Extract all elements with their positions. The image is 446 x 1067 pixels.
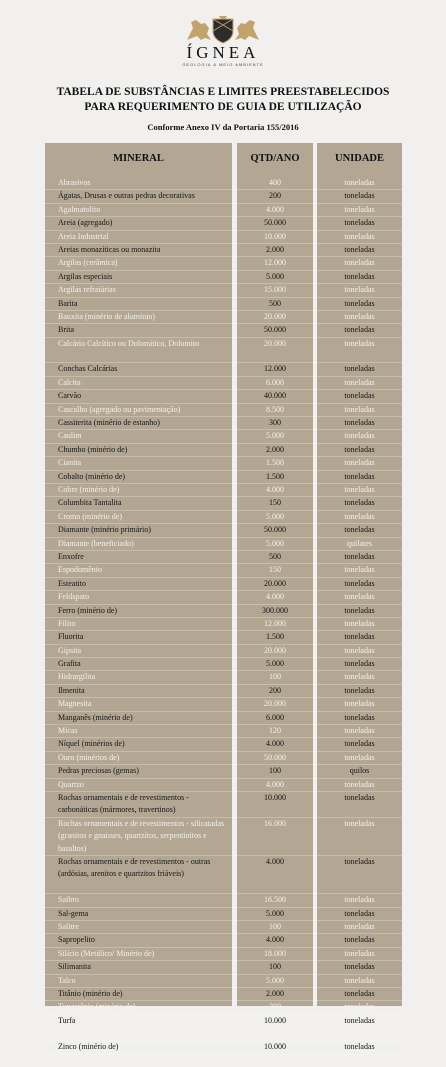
header-unidade: UNIDADE	[334, 153, 384, 164]
cell-qtd: 120	[269, 726, 281, 736]
cell-qtd: 1.500	[266, 458, 284, 468]
cell-mineral: Silício (Metálico/ Minério de)	[58, 948, 155, 958]
table-row	[45, 510, 402, 523]
cell-qtd: 10.000	[264, 231, 286, 241]
table-row	[45, 737, 402, 750]
cell-mineral: Espodumênio	[58, 565, 102, 575]
cell-unidade: toneladas	[344, 298, 375, 308]
cell-qtd: 50.000	[264, 218, 286, 228]
cell-mineral: Areia (agregado)	[58, 218, 113, 228]
cell-mineral: Sapropelito	[58, 935, 95, 945]
cell-qtd: 2.000	[266, 244, 284, 254]
cell-qtd: 100	[269, 1029, 281, 1039]
cell-mineral: Ilmenita	[58, 685, 85, 695]
cell-qtd: 300	[269, 418, 281, 428]
cell-unidade: toneladas	[344, 498, 375, 508]
cell-mineral: Calcário Calcítico ou Dolomítico, Dolomito	[58, 338, 200, 348]
cell-mineral: Vanádio (minério de)	[58, 1029, 126, 1039]
cell-mineral: Tungstênio (minério de)	[58, 1002, 136, 1012]
cell-unidade: toneladas	[344, 471, 375, 481]
page-subtitle: Conforme Anexo IV da Portaria 155/2016	[147, 122, 299, 132]
cell-mineral: Saibro	[58, 895, 79, 905]
cell-unidade: toneladas	[344, 404, 375, 414]
table-row	[45, 310, 402, 323]
cell-unidade: toneladas	[344, 739, 375, 749]
table-row	[45, 456, 402, 469]
page-title-line-1: TABELA DE SUBSTÂNCIAS E LIMITES PREESTABELECIDOS	[56, 86, 390, 98]
table-row	[45, 483, 402, 496]
cell-mineral: Barita	[58, 298, 78, 308]
page-title-line-2: PARA REQUERIMENTO DE GUIA DE UTILIZAÇÃO	[84, 101, 362, 113]
table-row	[45, 893, 402, 906]
cell-unidade: toneladas	[344, 1015, 375, 1025]
cell-qtd: 5.000	[266, 975, 284, 985]
cell-qtd: 5.000	[266, 908, 284, 918]
cell-mineral: Fluorita	[58, 632, 84, 642]
table-row	[45, 724, 402, 737]
cell-unidade: quilates	[347, 538, 372, 548]
table-row	[45, 389, 402, 402]
table-row	[45, 563, 402, 576]
table-row	[45, 630, 402, 643]
cell-mineral: Cascalho (agregado ou pavimentação)	[58, 404, 181, 414]
cell-mineral: Feldspato	[58, 592, 90, 602]
table-row	[45, 416, 402, 429]
cell-mineral: Argilas especiais	[58, 271, 113, 281]
cell-mineral: Cromo (minério de)	[58, 511, 122, 521]
table-row	[45, 974, 402, 987]
table-row	[45, 403, 402, 416]
cell-unidade: toneladas	[344, 418, 375, 428]
table-row	[45, 429, 402, 442]
cell-unidade: toneladas	[344, 752, 375, 762]
table-row	[45, 577, 402, 590]
table-row	[45, 523, 402, 536]
cell-qtd: 12.000	[264, 364, 286, 374]
cell-unidade: toneladas	[344, 191, 375, 201]
cell-unidade: toneladas	[344, 935, 375, 945]
table-row	[45, 297, 402, 310]
cell-unidade: toneladas	[344, 779, 375, 789]
table-row	[45, 177, 402, 189]
cell-unidade: toneladas	[344, 525, 375, 535]
table-row	[45, 283, 402, 296]
cell-qtd: 50.000	[264, 752, 286, 762]
cell-qtd: 4.000	[266, 592, 284, 602]
table-row	[45, 711, 402, 724]
cell-qtd: 4.000	[266, 856, 284, 866]
cell-qtd: 200	[269, 191, 281, 201]
cell-unidade: toneladas	[344, 895, 375, 905]
cell-unidade: toneladas	[344, 364, 375, 374]
cell-qtd: 20.000	[264, 699, 286, 709]
cell-unidade: toneladas	[344, 578, 375, 588]
cell-qtd: 100	[269, 672, 281, 682]
cell-mineral: Rochas ornamentais e de revestimentos - silicatadas (granitos e gnaisses, quartzitos, serpentinitos e basaltos)	[58, 818, 225, 853]
cell-qtd: 18.000	[264, 948, 286, 958]
cell-unidade: toneladas	[344, 1042, 375, 1052]
cell-qtd: 300.000	[262, 605, 288, 615]
header-qtd-ano: QTD/ANO	[250, 153, 300, 164]
table-row	[45, 670, 402, 683]
cell-qtd: 150	[269, 498, 281, 508]
cell-unidade: toneladas	[344, 605, 375, 615]
brand-name: ÍGNEA	[186, 43, 260, 62]
cell-unidade: toneladas	[344, 218, 375, 228]
table-row	[45, 644, 402, 657]
cell-qtd: 300	[269, 1002, 281, 1012]
table-row	[45, 751, 402, 764]
table-row	[45, 960, 402, 973]
table-row	[45, 947, 402, 960]
cell-mineral: Gipsita	[58, 645, 82, 655]
cell-qtd: 200	[269, 685, 281, 695]
cell-mineral: Zinco (minério de)	[58, 1042, 119, 1052]
cell-mineral: Caulim	[58, 431, 82, 441]
table-row	[45, 270, 402, 283]
cell-mineral: Calcita	[58, 377, 81, 387]
cell-qtd: 12.000	[264, 618, 286, 628]
table-row	[45, 1027, 402, 1040]
cell-qtd: 2.000	[266, 444, 284, 454]
table-row	[45, 604, 402, 617]
table-row	[45, 189, 402, 202]
cell-qtd: 5.000	[266, 511, 284, 521]
cell-qtd: 100	[269, 921, 281, 931]
cell-qtd: 4.000	[266, 485, 284, 494]
cell-mineral: Talco	[58, 975, 76, 985]
cell-qtd: 150	[269, 565, 281, 575]
table-row	[45, 657, 402, 670]
cell-mineral: Pedras preciosas (gemas)	[58, 766, 139, 776]
table-row	[45, 1054, 402, 1067]
cell-unidade: toneladas	[344, 391, 375, 401]
cell-qtd: 1.500	[266, 471, 284, 481]
cell-unidade: toneladas	[344, 511, 375, 521]
cell-unidade: toneladas	[344, 271, 375, 281]
cell-unidade: toneladas	[344, 685, 375, 695]
cell-mineral: Esteatito	[58, 578, 86, 588]
cell-qtd: 6.000	[266, 377, 284, 387]
cell-mineral: Enxofre	[58, 551, 84, 561]
cell-unidade: toneladas	[344, 244, 375, 254]
cell-mineral: Níquel (minérios de)	[58, 739, 125, 749]
cell-mineral: Agalmatolito	[58, 204, 101, 214]
table-row	[45, 203, 402, 216]
cell-qtd: 4.000	[266, 739, 284, 749]
cell-qtd: 4.000	[266, 204, 284, 214]
table-row	[45, 817, 402, 855]
table-row	[45, 933, 402, 946]
cell-unidade: toneladas	[344, 204, 375, 214]
cell-qtd: 20.000	[264, 338, 286, 348]
logo	[0, 14, 446, 68]
cell-mineral: Hidrargilita	[58, 672, 96, 682]
cell-mineral: Areia Industrial	[58, 231, 109, 241]
page-title	[0, 85, 446, 115]
cell-mineral: Diamante (beneficiado)	[58, 538, 134, 548]
cell-qtd: 1.500	[266, 632, 284, 642]
cell-unidade: toneladas	[344, 377, 375, 387]
cell-mineral: Chumbo (minério de)	[58, 444, 128, 454]
cell-mineral: Abrasivos	[58, 178, 91, 187]
table-row	[45, 590, 402, 603]
cell-mineral: Rochas ornamentais e de revestimentos - outras (ardósias, arenitos e quartzitos friáveis)	[58, 856, 211, 879]
cell-unidade: toneladas	[344, 311, 375, 321]
cell-mineral: Micas	[58, 726, 78, 736]
cell-qtd: 12.000	[264, 258, 286, 268]
table-row	[45, 697, 402, 710]
cell-unidade: toneladas	[344, 962, 375, 972]
cell-qtd: 20.000	[264, 645, 286, 655]
cell-qtd: 300	[269, 1055, 281, 1065]
cell-qtd: 2.000	[266, 988, 284, 998]
cell-unidade: toneladas	[344, 818, 375, 828]
cell-unidade: toneladas	[344, 632, 375, 642]
cell-qtd: 100	[269, 962, 281, 972]
cell-unidade: toneladas	[344, 948, 375, 958]
cell-mineral: Ouro (minérios de)	[58, 752, 120, 762]
cell-unidade: toneladas	[344, 325, 375, 335]
cell-mineral: Salitre	[58, 921, 79, 931]
table-row	[45, 230, 402, 243]
cell-mineral: Sal-gema	[58, 908, 89, 918]
table-row	[45, 550, 402, 563]
cell-unidade: toneladas	[344, 178, 375, 187]
cell-unidade: toneladas	[344, 338, 375, 348]
cell-qtd: 16.000	[264, 818, 286, 828]
cell-unidade: toneladas	[344, 431, 375, 441]
cell-qtd: 6.000	[266, 712, 284, 722]
cell-qtd: 15.000	[264, 285, 286, 295]
cell-mineral: Magnesita	[58, 699, 92, 709]
cell-mineral: Cianita	[58, 458, 82, 468]
cell-unidade: toneladas	[344, 908, 375, 918]
table-row	[45, 855, 402, 893]
table-row	[45, 537, 402, 550]
header-mineral: MINERAL	[113, 153, 164, 164]
table-row	[45, 920, 402, 933]
cell-unidade: toneladas	[344, 1055, 375, 1065]
cell-qtd: 5.000	[266, 271, 284, 281]
cell-qtd: 4.000	[266, 779, 284, 789]
cell-qtd: 10.000	[264, 1015, 286, 1025]
cell-unidade: toneladas	[344, 699, 375, 709]
cell-mineral: Silimanita	[58, 962, 91, 972]
cell-qtd: 5.000	[266, 538, 284, 548]
cell-qtd: 500	[269, 551, 281, 561]
cell-qtd: 10.000	[264, 792, 286, 802]
coat-of-arms-icon	[183, 14, 263, 44]
cell-qtd: 100	[269, 766, 281, 776]
cell-mineral: Cobre (minério de)	[58, 485, 120, 494]
table-row	[45, 778, 402, 791]
cell-qtd: 400	[269, 178, 281, 187]
cell-mineral: Areias monazíticas ou monazita	[58, 244, 161, 254]
table-row	[45, 243, 402, 256]
cell-mineral: Conchas Calcárias	[58, 364, 118, 374]
cell-qtd: 50.000	[264, 525, 286, 535]
cell-qtd: 50.000	[264, 325, 286, 335]
cell-unidade: quilos	[349, 766, 370, 776]
cell-qtd: 16.500	[264, 895, 286, 905]
table-row	[45, 337, 402, 363]
cell-unidade: toneladas	[344, 551, 375, 561]
table-row	[45, 1000, 402, 1013]
cell-qtd: 4.000	[266, 935, 284, 945]
cell-mineral: Turfa	[58, 1015, 76, 1025]
cell-unidade: toneladas	[344, 659, 375, 669]
cell-mineral: Manganês (minério de)	[58, 712, 133, 722]
cell-qtd: 5.000	[266, 659, 284, 669]
table-row	[45, 684, 402, 697]
cell-mineral: Grafita	[58, 659, 81, 669]
cell-qtd: 20.000	[264, 578, 286, 588]
cell-mineral: Brita	[58, 325, 74, 335]
table-row	[45, 256, 402, 269]
table-row	[45, 376, 402, 389]
cell-unidade: toneladas	[344, 1002, 375, 1012]
cell-qtd: 8.500	[266, 404, 284, 414]
cell-mineral: Ferro (minério de)	[58, 605, 118, 615]
table-row	[45, 470, 402, 483]
cell-mineral: Titânio (minério de)	[58, 988, 123, 998]
cell-mineral: Cobalto (minério de)	[58, 471, 126, 481]
table-row	[45, 1014, 402, 1027]
cell-qtd: 5.000	[266, 431, 284, 441]
table-row	[45, 617, 402, 630]
cell-unidade: toneladas	[344, 975, 375, 985]
cell-qtd: 40.000	[264, 391, 286, 401]
table-row	[45, 496, 402, 509]
cell-unidade: toneladas	[344, 444, 375, 454]
cell-mineral: Columbita Tantalita	[58, 498, 122, 508]
cell-unidade: toneladas	[344, 645, 375, 655]
cell-mineral: Rochas ornamentais e de revestimentos - carbonáticas (mármores, travertinos)	[58, 792, 189, 815]
cell-unidade: toneladas	[344, 726, 375, 736]
cell-mineral: Zircônio (minério de)	[58, 1055, 128, 1065]
cell-qtd: 10.000	[264, 1042, 286, 1052]
table-row	[45, 987, 402, 1000]
substances-table	[45, 143, 402, 1065]
cell-mineral: Filito	[58, 618, 76, 628]
cell-mineral: Ágatas, Drusas e outras pedras decorativas	[58, 191, 195, 201]
table-row	[45, 216, 402, 229]
cell-mineral: Argilas refratárias	[58, 285, 116, 295]
cell-unidade: toneladas	[344, 285, 375, 295]
cell-mineral: Bauxita (minério de alumínio)	[58, 311, 156, 321]
cell-mineral: Argilas (cerâmica)	[58, 258, 118, 268]
cell-unidade: toneladas	[344, 712, 375, 722]
cell-qtd: 500	[269, 298, 281, 308]
cell-unidade: toneladas	[344, 565, 375, 575]
cell-unidade: toneladas	[344, 672, 375, 682]
cell-unidade: toneladas	[344, 231, 375, 241]
table-row	[45, 764, 402, 777]
table-row	[45, 362, 402, 375]
cell-mineral: Carvão	[58, 391, 82, 401]
table-row	[45, 791, 402, 817]
table-body	[45, 177, 402, 1067]
cell-unidade: toneladas	[344, 921, 375, 931]
cell-unidade: toneladas	[344, 1029, 375, 1039]
cell-unidade: toneladas	[344, 618, 375, 628]
table-row	[45, 323, 402, 336]
cell-mineral: Quartzo	[58, 779, 84, 789]
cell-qtd: 20.000	[264, 311, 286, 321]
cell-mineral: Diamante (minério primário)	[58, 525, 151, 535]
table-row	[45, 1040, 402, 1053]
cell-unidade: toneladas	[344, 485, 375, 494]
table-row	[45, 907, 402, 920]
cell-unidade: toneladas	[344, 258, 375, 268]
cell-unidade: toneladas	[344, 856, 375, 866]
cell-unidade: toneladas	[344, 988, 375, 998]
table-row	[45, 443, 402, 456]
cell-mineral: Cassiterita (minério de estanho)	[58, 418, 160, 428]
cell-unidade: toneladas	[344, 458, 375, 468]
brand-tagline: GEOLOGIA & MEIO AMBIENTE	[182, 62, 264, 67]
cell-unidade: toneladas	[344, 792, 375, 802]
cell-unidade: toneladas	[344, 592, 375, 602]
